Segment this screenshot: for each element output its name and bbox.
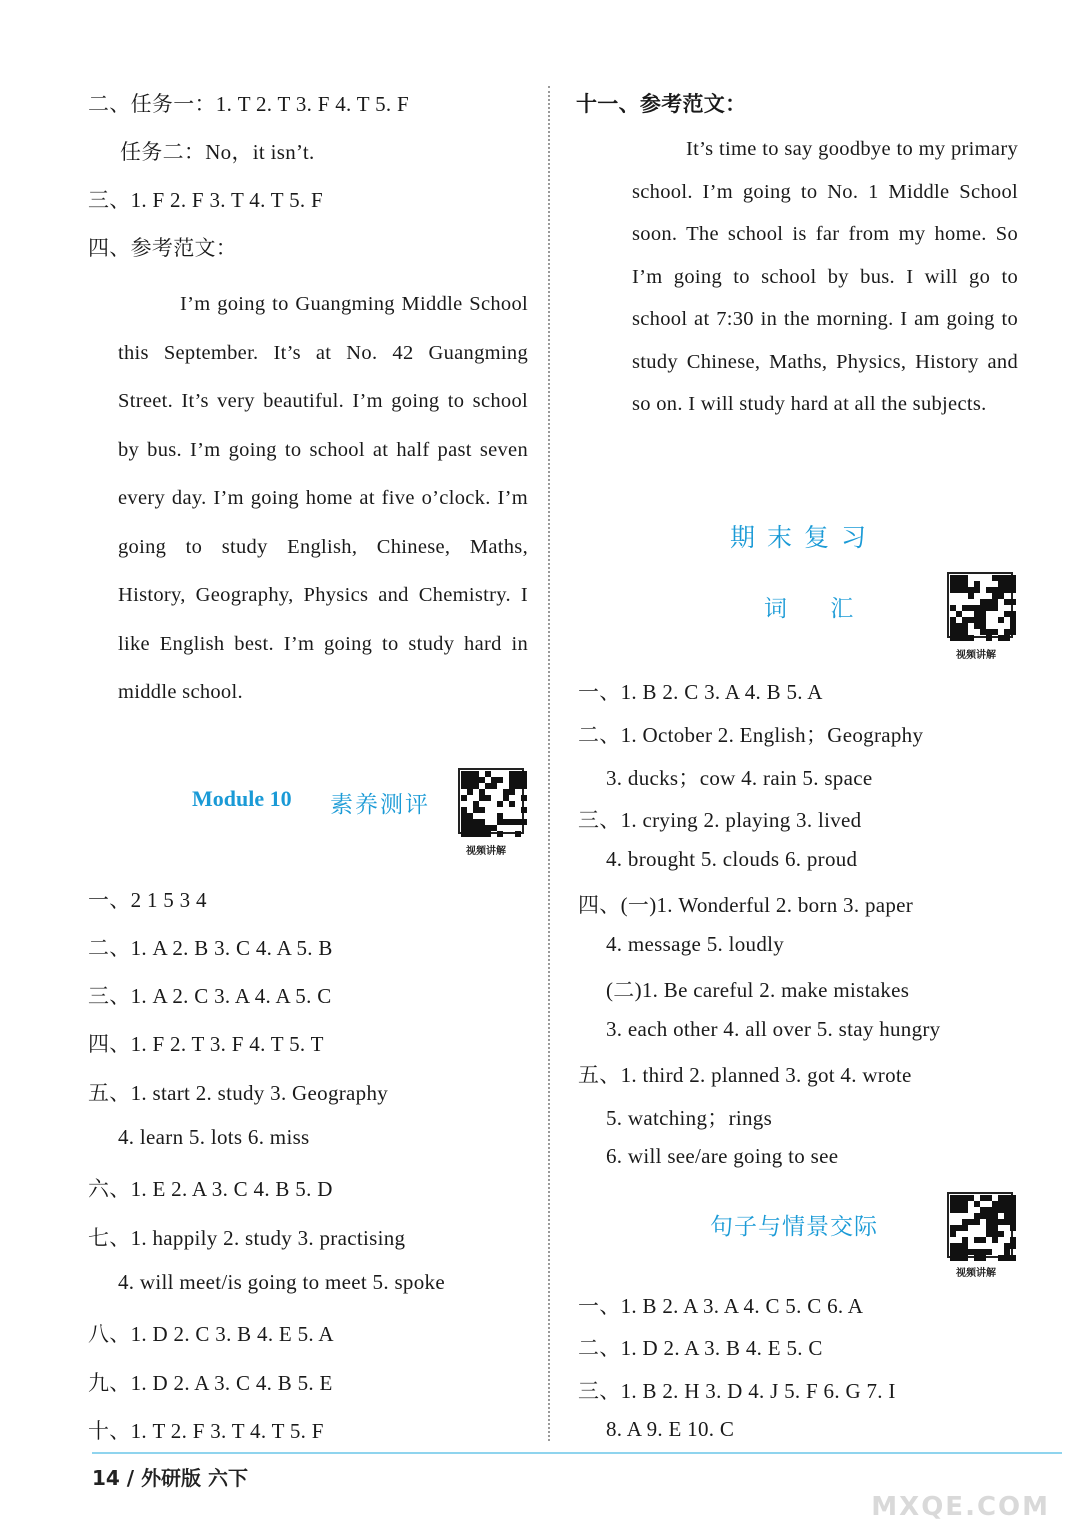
module-heading: Module 10 bbox=[192, 786, 292, 811]
sentence-heading: 句子与情景交际 bbox=[710, 1214, 878, 1240]
footer-rule bbox=[92, 1452, 1062, 1454]
answer-line: 5. watching；rings bbox=[606, 1106, 773, 1130]
answer-line: 4. will meet/is going to meet 5. spoke bbox=[118, 1270, 445, 1294]
answer-line: 一、1. B 2. C 3. A 4. B 5. A bbox=[578, 680, 823, 704]
module-subheading: 素养测评 bbox=[330, 792, 430, 818]
essay-paragraph-right: It’s time to say goodbye to my primary school. I’m going to No. 1 Middle School soon. The school is far from my home. So I’m going to school by bus. I will go to school at 7:30 in the morning. I am going to study Chinese, Maths, Physics, History and so on. I will study hard at all the subjects. bbox=[632, 138, 1018, 415]
watermark: MXQE.COM bbox=[871, 1492, 1050, 1522]
answer-line: 4. brought 5. clouds 6. proud bbox=[606, 847, 858, 871]
answer-line: 四、参考范文： bbox=[88, 236, 238, 260]
answer-line: 3. ducks；cow 4. rain 5. space bbox=[606, 766, 873, 790]
qr-code-icon[interactable] bbox=[458, 768, 524, 834]
answer-line: 三、1. B 2. H 3. D 4. J 5. F 6. G 7. I bbox=[578, 1379, 896, 1403]
vocab-heading: 词 汇 bbox=[764, 596, 872, 622]
answer-line: 二、1. October 2. English；Geography bbox=[578, 723, 924, 747]
answer-line: 6. will see/are going to see bbox=[606, 1144, 839, 1168]
answer-line: 8. A 9. E 10. C bbox=[606, 1417, 735, 1441]
answer-line: 五、1. third 2. planned 3. got 4. wrote bbox=[578, 1063, 912, 1087]
answer-line: 九、1. D 2. A 3. C 4. B 5. E bbox=[88, 1371, 333, 1395]
answer-line: 六、1. E 2. A 3. C 4. B 5. D bbox=[88, 1177, 333, 1201]
answer-line: 三、1. crying 2. playing 3. lived bbox=[578, 808, 862, 832]
qr-code-icon[interactable] bbox=[947, 1192, 1013, 1258]
answer-line: 任务二：No，it isn’t. bbox=[120, 140, 315, 164]
answer-line: 三、1. F 2. F 3. T 4. T 5. F bbox=[88, 188, 323, 212]
answer-line: 3. each other 4. all over 5. stay hungry bbox=[606, 1017, 941, 1041]
answer-line: 四、1. F 2. T 3. F 4. T 5. T bbox=[88, 1032, 324, 1056]
answer-line: 十、1. T 2. F 3. T 4. T 5. F bbox=[88, 1419, 324, 1443]
answer-line: 三、1. A 2. C 3. A 4. A 5. C bbox=[88, 984, 332, 1008]
qr-label: 视频讲解 bbox=[466, 846, 506, 857]
essay-title: 十一、参考范文： bbox=[576, 92, 747, 116]
answer-line: 八、1. D 2. C 3. B 4. E 5. A bbox=[88, 1322, 334, 1346]
answer-line: 一、1. B 2. A 3. A 4. C 5. C 6. A bbox=[578, 1294, 864, 1318]
answer-line: 四、(一)1. Wonderful 2. born 3. paper bbox=[578, 893, 914, 917]
essay-paragraph-left: I’m going to Guangming Middle School this September. It’s at No. 42 Guangming Street. It’s very beautiful. I’m going to school by bus. I’m going to school at half past seven every day. I’m going home at five o’clock. I’m going to study English, Chinese, Maths, History, Geography, Physics and Chemistry. I like English best. I’m going to study hard in middle school. bbox=[118, 293, 528, 703]
column-divider bbox=[548, 86, 550, 1441]
answer-line: 二、1. D 2. A 3. B 4. E 5. C bbox=[578, 1336, 823, 1360]
answer-line: 二、任务一：1. T 2. T 3. F 4. T 5. F bbox=[88, 92, 409, 116]
qr-code-icon[interactable] bbox=[947, 572, 1013, 638]
answer-line: 二、1. A 2. B 3. C 4. A 5. B bbox=[88, 936, 333, 960]
final-review-heading: 期末复习 bbox=[730, 523, 879, 552]
answer-line: 4. learn 5. lots 6. miss bbox=[118, 1125, 310, 1149]
answer-line: (二)1. Be careful 2. make mistakes bbox=[606, 978, 910, 1002]
qr-label: 视频讲解 bbox=[956, 650, 996, 661]
answer-line: 五、1. start 2. study 3. Geography bbox=[88, 1081, 389, 1105]
page-footer: 14 / 外研版 六下 bbox=[92, 1466, 249, 1490]
answer-line: 七、1. happily 2. study 3. practising bbox=[88, 1226, 406, 1250]
qr-label: 视频讲解 bbox=[956, 1268, 996, 1279]
answer-line: 4. message 5. loudly bbox=[606, 932, 785, 956]
answer-line: 一、2 1 5 3 4 bbox=[88, 888, 207, 912]
